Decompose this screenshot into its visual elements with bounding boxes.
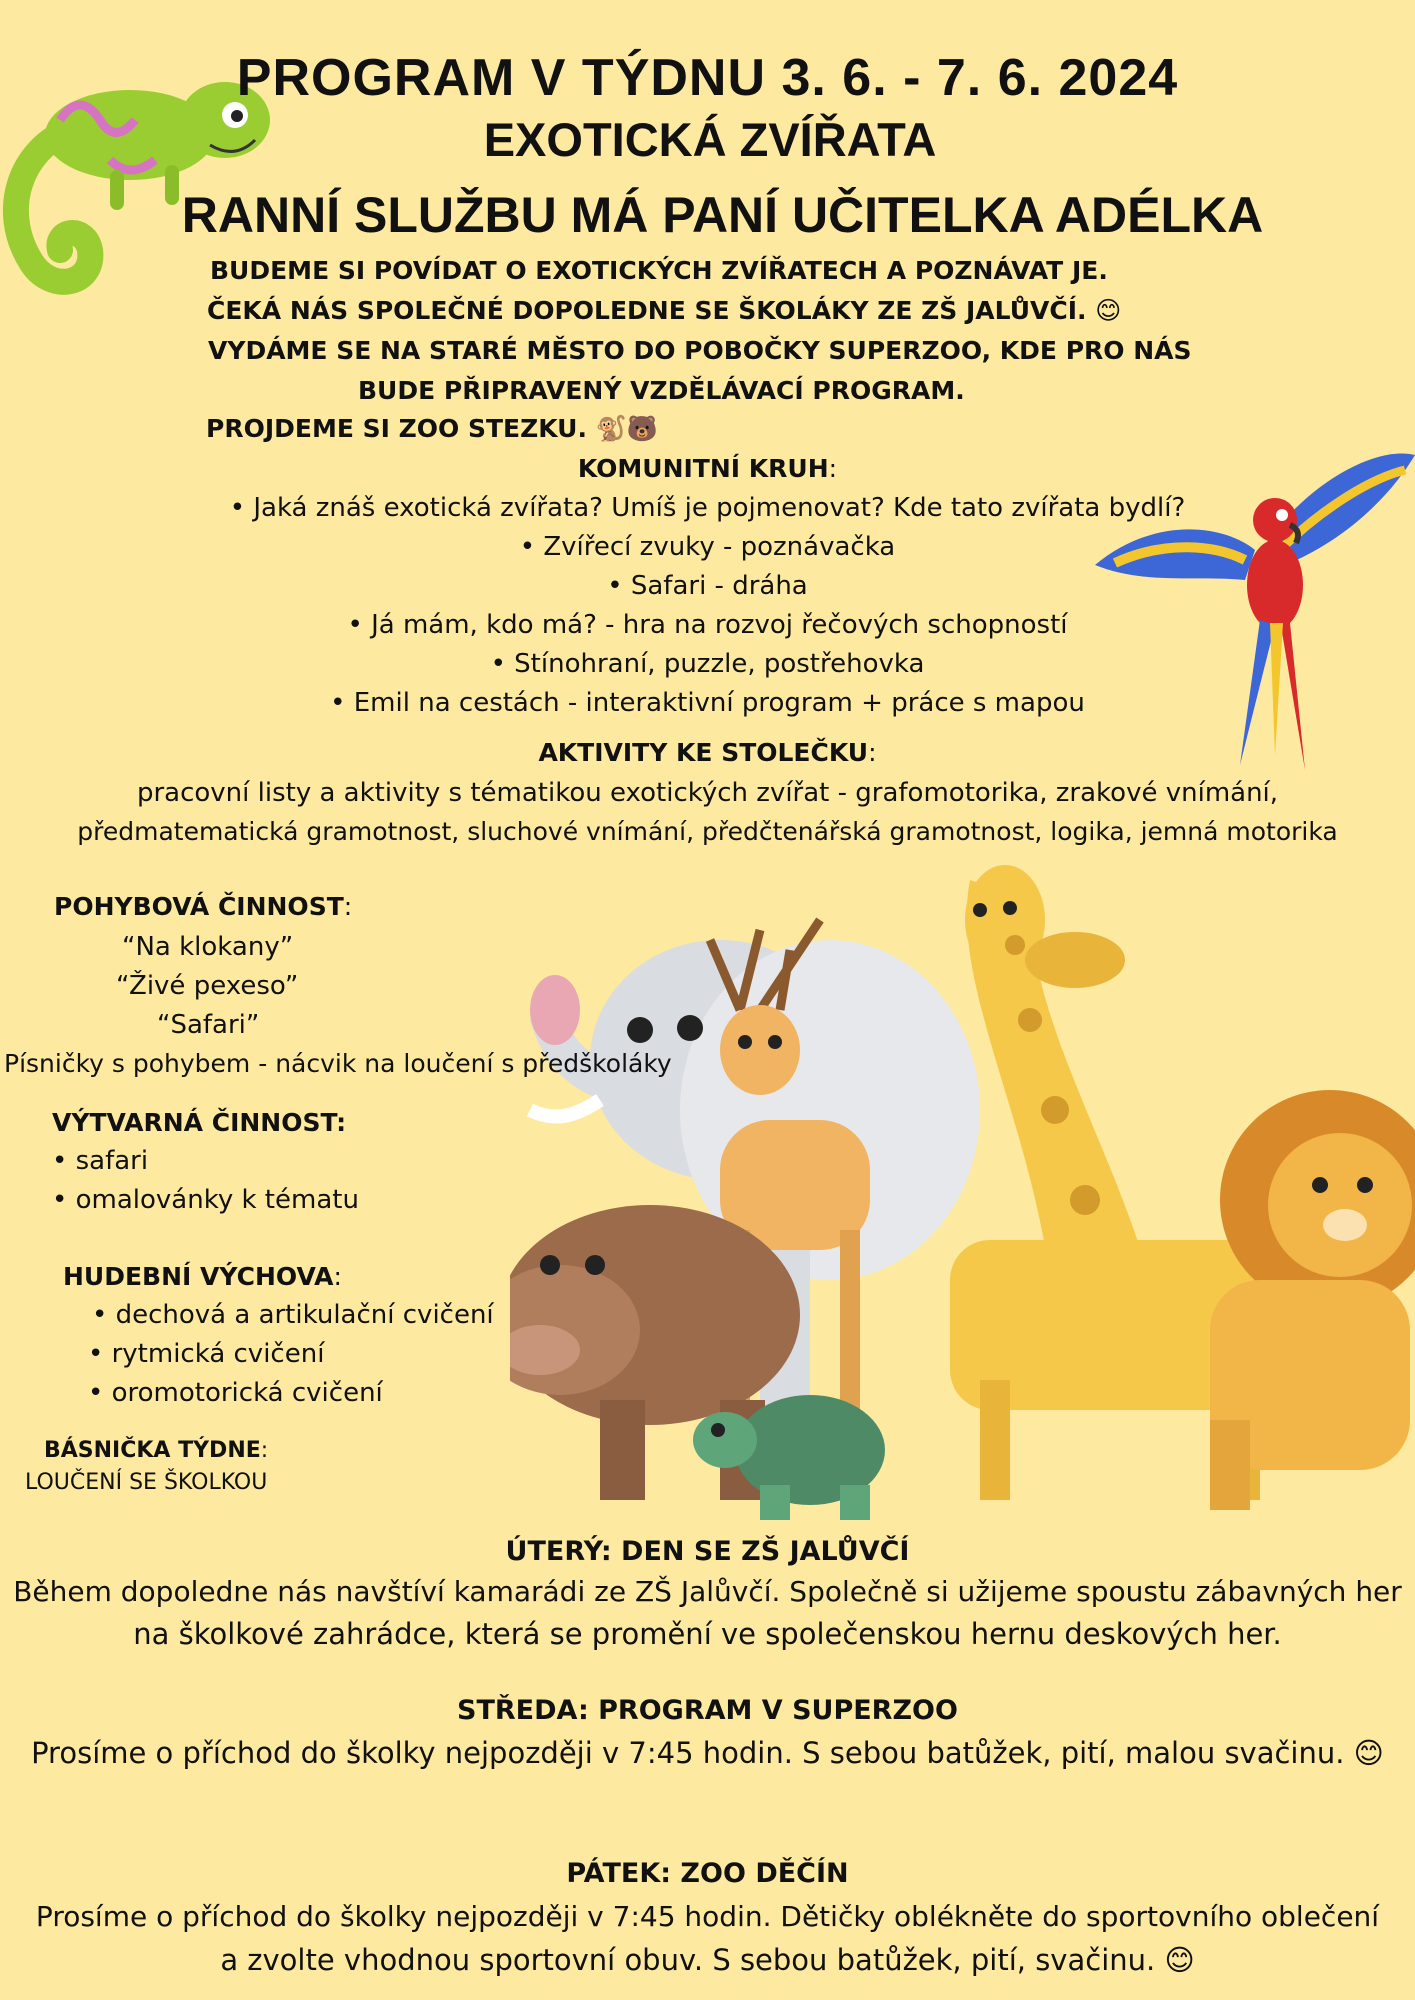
komunitni-kruh-item: • Emil na cestách - interaktivní program + práce s mapou [330, 688, 1085, 718]
basnicka-text: LOUČENÍ SE ŠKOLKOU [25, 1470, 268, 1495]
komunitni-kruh-heading: KOMUNITNÍ KRUH: [577, 454, 838, 483]
hudebni-item: • oromotorická cvičení [88, 1378, 383, 1408]
intro-line-3: VYDÁME SE NA STARÉ MĚSTO DO POBOČKY SUPERZOO, KDE PRO NÁS [208, 336, 1192, 365]
hudebni-heading: HUDEBNÍ VÝCHOVA: [63, 1262, 342, 1291]
utery-heading: ÚTERÝ: DEN SE ZŠ JALŮVČÍ [505, 1536, 910, 1567]
komunitni-kruh-item: • Jaká znáš exotická zvířata? Umíš je pojmenovat? Kde tato zvířata bydlí? [229, 493, 1186, 523]
page-title-theme: EXOTICKÁ ZVÍŘATA [483, 113, 937, 166]
hudebni-item: • dechová a artikulační cvičení [92, 1300, 494, 1330]
komunitni-kruh-item: • Safari - dráha [607, 571, 808, 601]
komunitni-kruh-item: • Já mám, kdo má? - hra na rozvoj řečových schopností [347, 610, 1068, 640]
intro-line-1: BUDEME SI POVÍDAT O EXOTICKÝCH ZVÍŘATECH A POZNÁVAT JE. [210, 256, 1108, 285]
intro-line-2: ČEKÁ NÁS SPOLEČNÉ DOPOLEDNE SE ŠKOLÁKY ZE ZŠ JALŮVČÍ. 😊 [207, 296, 1122, 325]
patek-line: Prosíme o příchod do školky nejpozději v 7:45 hodin. Dětičky oblékněte do sportovního oblečení [35, 1900, 1380, 1933]
komunitni-kruh-item: • Zvířecí zvuky - poznávačka [519, 532, 896, 562]
vytvarna-heading: VÝTVARNÁ ČINNOST: [52, 1108, 347, 1137]
komunitni-kruh-item: • Stínohraní, puzzle, postřehovka [490, 649, 925, 679]
pohybova-heading: POHYBOVÁ ČINNOST: [54, 892, 353, 921]
basnicka-heading: BÁSNIČKA TÝDNE: [44, 1438, 269, 1463]
intro-line-4: BUDE PŘIPRAVENÝ VZDĚLÁVACÍ PROGRAM. [358, 376, 965, 405]
pohybova-item: “Živé pexeso” [116, 971, 299, 1001]
pohybova-item: “Na klokany” [122, 932, 294, 962]
pohybova-item: Písničky s pohybem - nácvik na loučení s předškoláky [4, 1049, 672, 1078]
animals-illustration [510, 860, 1415, 1530]
patek-heading: PÁTEK: ZOO DĚČÍN [566, 1858, 849, 1889]
vytvarna-item: • safari [52, 1146, 149, 1176]
morning-service-title: RANNÍ SLUŽBU MÁ PANÍ UČITELKA ADÉLKA [181, 187, 1264, 243]
hudebni-item: • rytmická cvičení [88, 1339, 325, 1369]
aktivity-heading: AKTIVITY KE STOLEČKU: [538, 738, 877, 767]
utery-line: Během dopoledne nás navštíví kamarádi ze ZŠ Jalůvčí. Společně si užijeme spoustu zábavných her [13, 1575, 1402, 1608]
aktivity-line: pracovní listy a aktivity s tématikou exotických zvířat - grafomotorika, zrakové vnímání, [136, 778, 1279, 808]
aktivity-line: předmatematická gramotnost, sluchové vnímání, předčtenářská gramotnost, logika, jemná motorika [77, 817, 1338, 846]
vytvarna-item: • omalovánky k tématu [52, 1185, 359, 1215]
streda-line: Prosíme o příchod do školky nejpozději v 7:45 hodin. S sebou batůžek, pití, malou svačinu. 😊 [31, 1736, 1384, 1770]
pohybova-item: “Safari” [157, 1010, 260, 1040]
patek-line: a zvolte vhodnou sportovní obuv. S sebou batůžek, pití, svačinu. 😊 [220, 1943, 1195, 1977]
page-title-week: PROGRAM V TÝDNU 3. 6. - 7. 6. 2024 [236, 49, 1179, 107]
intro-line-5: PROJDEME SI ZOO STEZKU. 🐒🐻 [206, 414, 658, 443]
utery-line: na školkové zahrádce, která se promění ve společenskou hernu deskových her. [133, 1617, 1282, 1651]
streda-heading: STŘEDA: PROGRAM V SUPERZOO [457, 1695, 958, 1726]
